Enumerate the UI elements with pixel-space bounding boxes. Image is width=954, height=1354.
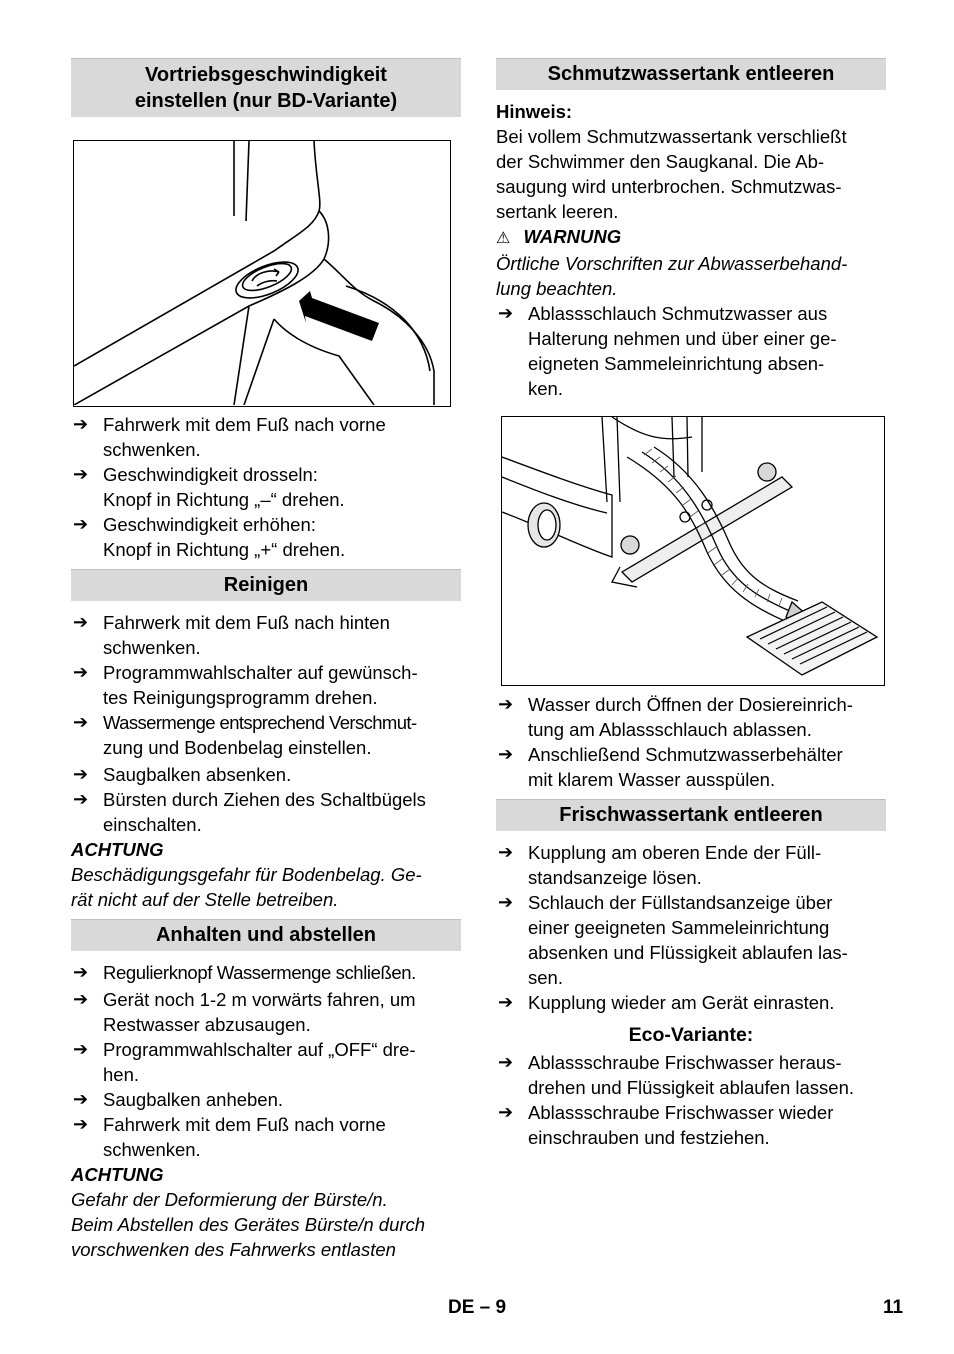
arrow-right-icon: ➔ (498, 892, 514, 912)
speed-knob-illustration (74, 141, 449, 405)
fresh-water-steps (496, 840, 886, 1015)
arrow-right-icon: ➔ (73, 612, 89, 632)
footer-section-label: DE – 9 (448, 1297, 507, 1318)
hint-title: Hinweis: (496, 101, 573, 122)
arrow-right-icon: ➔ (498, 694, 514, 714)
list-item: ➔ Ablassschraube Frischwasser wieder einschrauben und festziehen. (498, 1102, 834, 1148)
eco-variant-heading: Eco-Variante: (628, 1024, 754, 1046)
list-item: ➔ Saugbalken anheben. (73, 1089, 284, 1110)
section-heading-speed: Vortriebsgeschwindigkeit einstellen (nur BD-Variante) (71, 58, 461, 117)
list-item: ➔ Regulierknopf Wassermenge schließen. (73, 962, 416, 983)
list-item: ➔ Wassermenge entsprechend Verschmut- zung und Bodenbelag einstellen. (73, 712, 417, 758)
list-item: ➔ Kupplung am oberen Ende der Füll- standsanzeige lösen. (498, 842, 822, 888)
arrow-right-icon: ➔ (498, 992, 514, 1012)
caution-title: ACHTUNG (71, 1164, 164, 1185)
list-item: ➔ Saugbalken absenken. (73, 764, 292, 785)
arrow-right-icon: ➔ (73, 514, 89, 534)
caution-title: ACHTUNG (71, 839, 164, 860)
arrow-right-icon: ➔ (73, 1039, 89, 1059)
left-column (71, 58, 461, 1262)
list-item: ➔ Geschwindigkeit drosseln: Knopf in Richtung „–“ drehen. (73, 464, 345, 510)
arrow-right-icon: ➔ (73, 662, 89, 682)
list-item: ➔ Geschwindigkeit erhöhen: Knopf in Richtung „+“ drehen. (73, 514, 346, 560)
page-number: 11 (883, 1297, 904, 1318)
warning-note: ⚠ WARNUNG Örtliche Vorschriften zur Abwasserbehand- lung beachten. (496, 226, 848, 299)
hint-note: Hinweis: Bei vollem Schmutzwassertank verschließt der Schwimmer den Saugkanal. Die Ab- saugung wird unterbrochen. Schmutzwas- sertank leeren. (496, 99, 886, 224)
arrow-right-icon: ➔ (498, 1052, 514, 1072)
arrow-right-icon: ➔ (73, 764, 89, 784)
cleaning-steps (71, 610, 461, 837)
figure-drain-hose (501, 416, 885, 686)
caution-note-1: ACHTUNG Beschädigungsgefahr für Bodenbelag. Ge- rät nicht auf der Stelle betreiben. (71, 837, 461, 912)
list-item: ➔ Programmwahlschalter auf gewünsch- tes Reinigungsprogramm drehen. (73, 662, 418, 708)
list-item: ➔ Fahrwerk mit dem Fuß nach vorne schwenken. (73, 414, 386, 460)
list-item: ➔ Schlauch der Füllstandsanzeige über einer geeigneten Sammeleinrichtung absenken und Flüssigkeit ablaufen las- sen. (498, 892, 848, 988)
figure-speed-knob (73, 140, 451, 407)
list-item: ➔ Programmwahlschalter auf „OFF“ dre- hen. (73, 1039, 416, 1085)
arrow-right-icon: ➔ (73, 989, 89, 1009)
list-item: ➔ Kupplung wieder am Gerät einrasten. (498, 992, 835, 1013)
arrow-right-icon: ➔ (73, 1114, 89, 1134)
list-item: ➔ Ablassschraube Frischwasser heraus- drehen und Flüssigkeit ablaufen lassen. (498, 1052, 855, 1098)
section-heading-schmutzwasser: Schmutzwassertank entleeren (496, 58, 886, 90)
arrow-right-icon: ➔ (498, 1102, 514, 1122)
arrow-right-icon: ➔ (498, 303, 514, 323)
arrow-right-icon: ➔ (73, 712, 89, 732)
arrow-right-icon: ➔ (73, 962, 89, 982)
list-item: ➔ Bürsten durch Ziehen des Schaltbügels einschalten. (73, 789, 426, 835)
arrow-right-icon: ➔ (73, 789, 89, 809)
list-item: ➔ Gerät noch 1-2 m vorwärts fahren, um Restwasser abzusaugen. (73, 989, 416, 1035)
arrow-right-icon: ➔ (73, 464, 89, 484)
section-heading-anhalten: Anhalten und abstellen (71, 919, 461, 951)
stop-steps (71, 960, 461, 1162)
caution-note-2: ACHTUNG Gefahr der Deformierung der Bürste/n. Beim Abstellen des Gerätes Bürste/n durch vorschwenken des Fahrwerks entlasten (71, 1162, 461, 1262)
list-item: ➔ Ablassschlauch Schmutzwasser aus Halterung nehmen und über einer ge- eigneten Sammeleinrichtung absen- ken. (498, 303, 837, 399)
drain-steps-1 (496, 301, 886, 401)
section-heading-frischwasser: Frischwassertank entleeren (496, 799, 886, 831)
warning-title: WARNUNG (523, 226, 622, 247)
arrow-right-icon: ➔ (498, 842, 514, 862)
arrow-right-icon: ➔ (73, 414, 89, 434)
eco-steps (496, 1050, 886, 1150)
warning-triangle-icon: ⚠ (496, 230, 511, 247)
list-item: ➔ Fahrwerk mit dem Fuß nach hinten schwenken. (73, 612, 390, 658)
arrow-right-icon: ➔ (498, 744, 514, 764)
drain-hose-illustration (502, 417, 883, 684)
list-item: ➔ Wasser durch Öffnen der Dosiereinrich- tung am Ablassschlauch ablassen. (498, 694, 853, 740)
right-column (496, 58, 886, 1150)
list-item: ➔ Anschließend Schmutzwasserbehälter mit klarem Wasser ausspülen. (498, 744, 843, 790)
speed-steps (71, 412, 461, 562)
list-item: ➔ Fahrwerk mit dem Fuß nach vorne schwenken. (73, 1114, 386, 1160)
arrow-right-icon: ➔ (73, 1089, 89, 1109)
drain-steps-2 (496, 692, 886, 792)
section-heading-reinigen: Reinigen (71, 569, 461, 601)
